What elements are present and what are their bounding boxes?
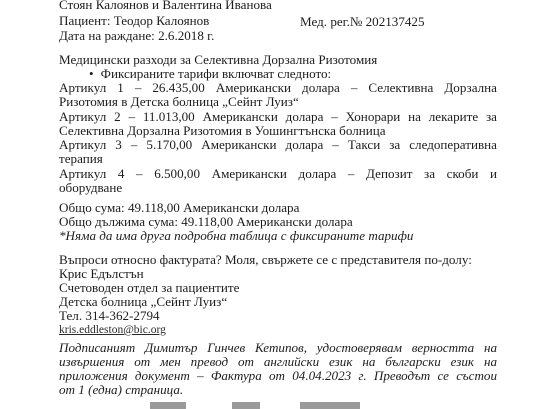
footer-mark bbox=[150, 402, 186, 409]
article-4-line-1: Артикул 4 – 6.500,00 Американски долара – Депозит за скоби и bbox=[59, 167, 497, 181]
certification-line-3: приложения документ – Фактура от 04.04.2023 г. Преводът се състои bbox=[59, 369, 497, 383]
certification-line-1: Подписаният Димитър Гинчев Кетипов, удостоверявам верността на bbox=[59, 341, 497, 355]
total-due: Общо дължима сума: 49.118,00 Американски долара bbox=[59, 214, 353, 229]
certification-line-4: от 1 (една) страница. bbox=[59, 382, 184, 397]
article-2-line-2: Селективна Дорзална Ризотомия в Уошингтънска болница bbox=[59, 123, 386, 138]
contact-question: Въпроси относно фактурата? Моля, свържете се с представителя по-долу: bbox=[59, 252, 472, 267]
bullet-intro bbox=[89, 67, 331, 81]
total-amount: Общо сума: 49.118,00 Американски долара bbox=[59, 200, 300, 215]
totals-note: *Няма да има друга подробна таблица с фиксираните тарифи bbox=[59, 228, 414, 243]
article-3-line-1: Артикул 3 – 5.170,00 Американски долара – Такси за следоперативна bbox=[59, 138, 497, 152]
section-title: Медицински разходи за Селективна Дорзална Ризотомия bbox=[59, 52, 378, 67]
date-of-birth: Дата на раждане: 2.6.2018 г. bbox=[59, 28, 215, 43]
contact-department: Счетоводен отдел за пациентите bbox=[59, 280, 240, 295]
certification-line-2: извършения от мен превод от английски език на български език на bbox=[59, 355, 497, 369]
contact-hospital: Детска болница „Сейнт Луиз“ bbox=[59, 294, 228, 309]
footer-mark bbox=[300, 402, 360, 409]
bullet-intro-text: Фиксираните тарифи включват следното: bbox=[100, 66, 332, 81]
bullet-icon: • bbox=[89, 66, 94, 81]
article-4-line-2: оборудване bbox=[59, 180, 123, 195]
article-1-line-1: Артикул 1 – 26.435,00 Американски долара – Селективна Дорзална bbox=[59, 81, 497, 95]
article-2-line-1: Артикул 2 – 11.013,00 Американски долара – Хонорари на лекарите за bbox=[59, 110, 497, 124]
footer-mark bbox=[232, 402, 260, 409]
article-1-line-2: Ризотомия в Детска болница „Сейнт Луиз“ bbox=[59, 94, 299, 109]
patient-name: Пациент: Теодор Калоянов bbox=[59, 13, 210, 28]
article-3-line-2: терапия bbox=[59, 151, 103, 166]
medical-record-number: Мед. рег.№ 202137425 bbox=[300, 14, 425, 29]
parents-names: Стоян Калоянов и Валентина Иванова bbox=[59, 0, 272, 12]
contact-phone: Тел. 314-362-2794 bbox=[59, 308, 160, 323]
contact-email-link[interactable]: kris.eddleston@bic.org bbox=[59, 324, 166, 336]
contact-name: Крис Едълстън bbox=[59, 266, 144, 281]
